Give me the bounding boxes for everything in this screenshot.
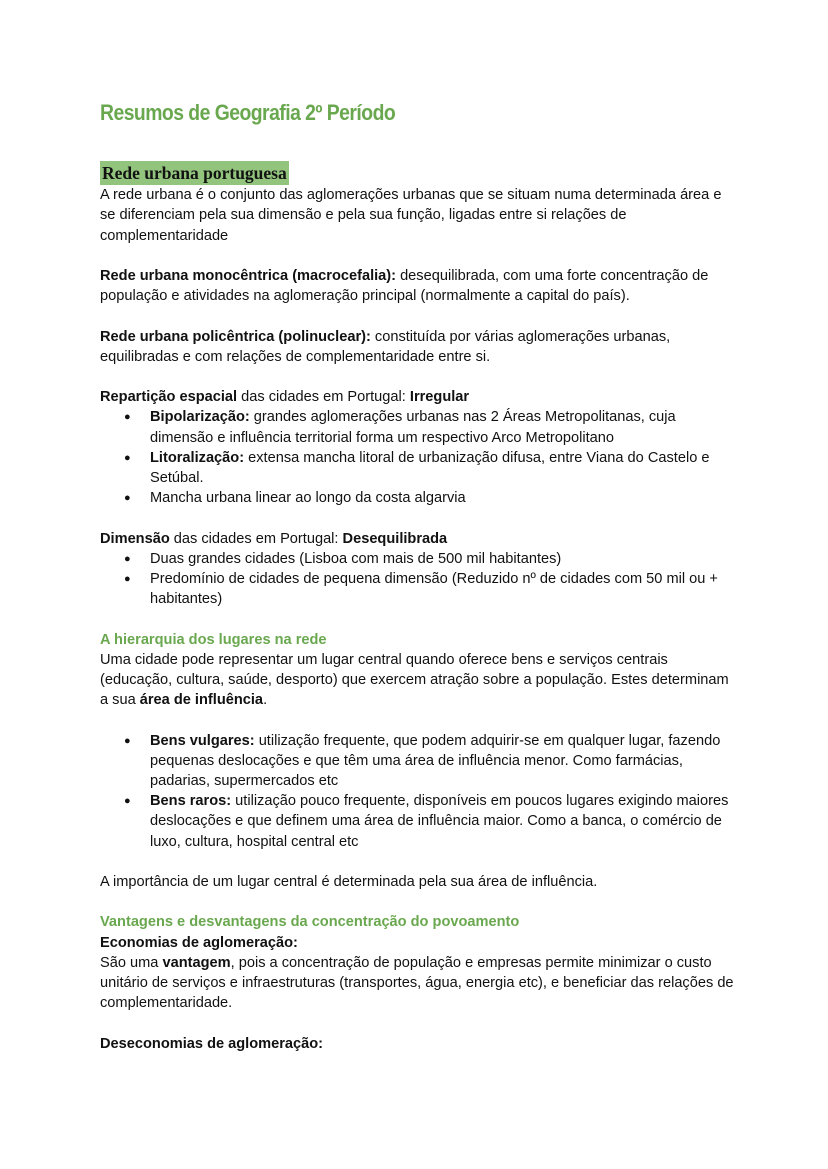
- list-item: ● Duas grandes cidades (Lisboa com mais de 500 mil habitantes): [150, 549, 740, 569]
- reparticao-label-rest: das cidades em Portugal:: [237, 389, 410, 406]
- list-item: [150, 731, 740, 792]
- dimensao-label-rest: das cidades em Portugal:: [169, 530, 343, 547]
- reparticao-label: Repartição espacial: [100, 389, 238, 406]
- economias-text-1: São uma: [100, 954, 163, 971]
- list-item-label: Bipolarização:: [150, 409, 250, 426]
- list-item-text: utilização frequente, que podem adquirir-se em qualquer lugar, fazendo pequenas deslocações e que têm uma área de influência menor. Como farmácias, padarias, supermercados etc: [150, 732, 721, 789]
- economias-text-bold: vantagem: [162, 954, 231, 971]
- list-item: [150, 407, 740, 447]
- economias-label: [100, 933, 740, 953]
- list-item: [150, 448, 740, 488]
- hierarquia-heading: A hierarquia dos lugares na rede: [100, 631, 327, 648]
- dimensao-list: [100, 549, 740, 610]
- policentrica-paragraph: [100, 327, 740, 367]
- reparticao-list: [100, 407, 740, 508]
- policentrica-text: constituída por várias aglomerações urbanas, equilibradas e com relações de complementaridade entre si.: [100, 328, 671, 365]
- hierarquia-text-end: .: [263, 692, 268, 709]
- vantagens-heading: Vantagens e desvantagens da concentração do povoamento: [100, 914, 520, 931]
- policentrica-label: Rede urbana policêntrica (polinuclear):: [100, 328, 371, 345]
- bens-list: [100, 731, 740, 852]
- economias-paragraph: [100, 953, 740, 1014]
- monocentrica-paragraph: [100, 266, 740, 306]
- economias-label-text: Economias de aglomeração:: [100, 934, 298, 951]
- reparticao-value: Irregular: [409, 389, 470, 406]
- dimensao-label: Dimensão: [100, 530, 170, 547]
- monocentrica-label: Rede urbana monocêntrica (macrocefalia):: [100, 268, 397, 284]
- monocentrica-text: desequilibrada, com uma forte concentração de população e atividades na aglomeração principal (normalmente a capital do país).: [100, 268, 709, 305]
- deseconomias-label: [100, 1034, 740, 1054]
- deseconomias-label-text: Deseconomias de aglomeração:: [100, 1035, 324, 1052]
- list-item-text: grandes aglomerações urbanas nas 2 Áreas Metropolitanas, cuja dimensão e influência territorial forma um respectivo Arco Metropolitano: [150, 409, 676, 446]
- hierarquia-text-bold: área de influência: [139, 692, 264, 709]
- list-item: [150, 488, 740, 508]
- list-item: ● Predomínio de cidades de pequena dimensão (Reduzido nº de cidades com 50 mil ou + habitantes): [150, 569, 740, 609]
- list-item: [150, 791, 740, 852]
- list-item-text: utilização pouco frequente, disponíveis em poucos lugares exigindo maiores deslocações e que definem uma área de influência maior. Como a banca, o comércio de luxo, cultura, hospital central etc: [150, 793, 729, 850]
- dimensao-line: [100, 529, 740, 549]
- list-item-label: Litoralização:: [150, 449, 245, 466]
- list-item-label: Bens raros:: [150, 793, 232, 810]
- reparticao-line: [100, 387, 740, 407]
- document-title: Resumos de Geografia 2º Período: [100, 100, 396, 125]
- list-item-label: Bens vulgares:: [150, 732, 255, 749]
- list-item-text: Mancha urbana linear ao longo da costa algarvia: [150, 490, 466, 507]
- document-content: [100, 98, 740, 1054]
- hierarquia-text: Uma cidade pode representar um lugar central quando oferece bens e serviços centrais (educação, cultura, saúde, desporto) que exercem atração sobre a população. Estes determinam a sua: [100, 651, 729, 709]
- hierarquia-paragraph: [100, 650, 740, 711]
- economias-text-2: , pois a concentração de população e empresas permite minimizar o custo unitário de serviços e infraestruturas (transportes, água, energia etc), e beneficiar das relações de complementaridade.: [100, 954, 734, 1012]
- dimensao-value: Desequilibrada: [342, 530, 448, 547]
- section-heading-rede-urbana: Rede urbana portuguesa: [102, 163, 287, 183]
- list-item-text: extensa mancha litoral de urbanização difusa, entre Viana do Castelo e Setúbal.: [150, 449, 710, 486]
- conclusion-paragraph: A importância de um lugar central é determinada pela sua área de influência.: [100, 874, 598, 890]
- intro-paragraph: A rede urbana é o conjunto das aglomerações urbanas que se situam numa determinada área e se diferenciam pela sua dimensão e pela sua função, ligadas entre si relações de complementaridade: [100, 187, 722, 244]
